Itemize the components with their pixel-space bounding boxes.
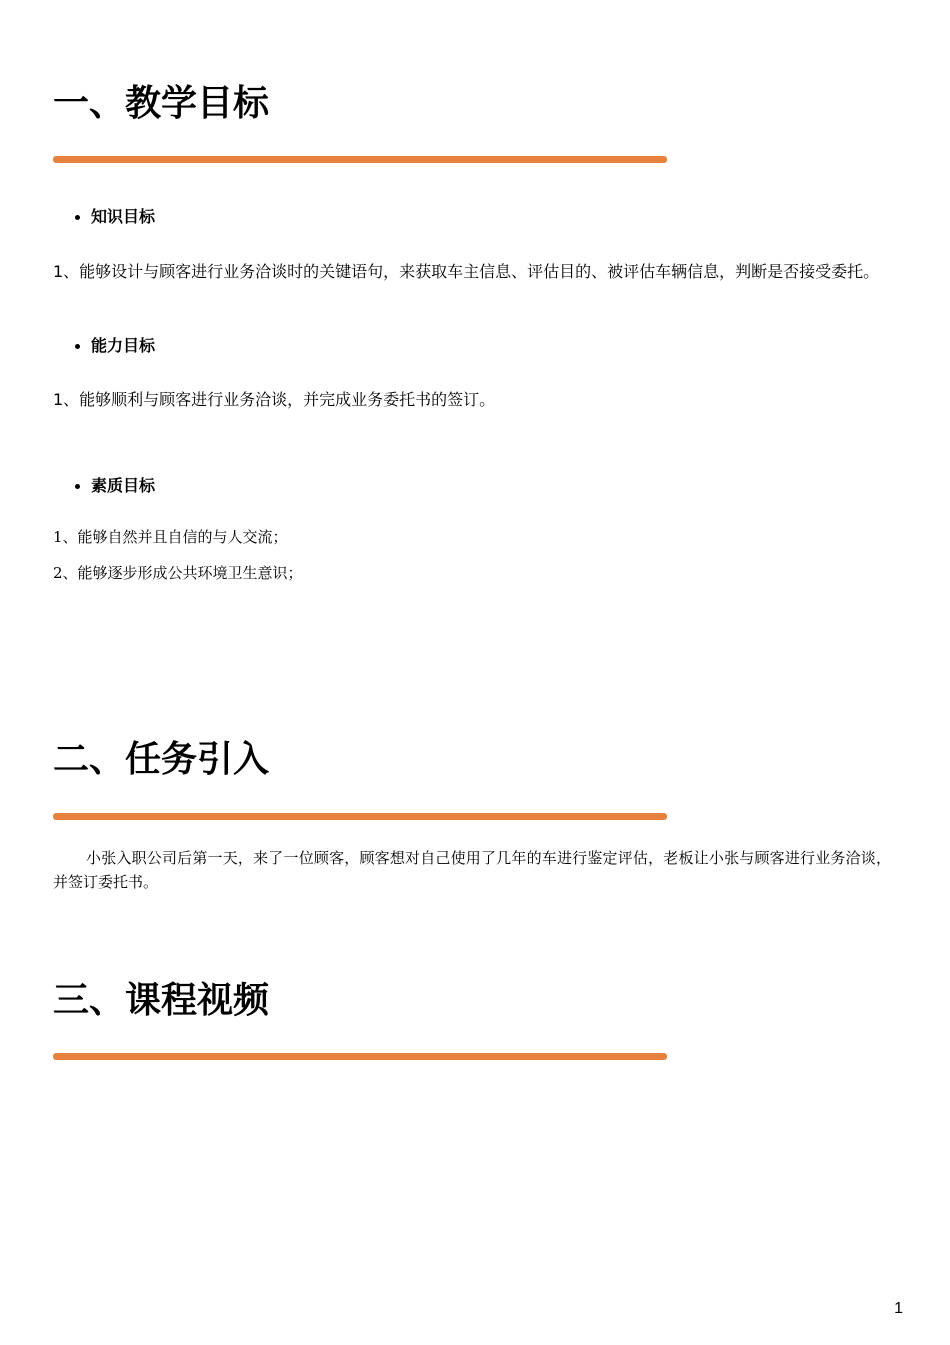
bullet-icon xyxy=(75,484,80,489)
ability-goal-item: 1、能够顺利与顾客进行业务洽谈，并完成业务委托书的签订。 xyxy=(53,390,496,409)
goal-heading-quality xyxy=(75,476,155,496)
page-number: 1 xyxy=(894,1300,903,1317)
goal-heading-knowledge xyxy=(75,207,155,227)
section-title-teaching-goals: 一、教学目标 xyxy=(53,83,270,124)
goal-heading-ability xyxy=(75,336,155,356)
section-divider-bar xyxy=(53,1053,667,1060)
quality-goal-item: 2、能够逐步形成公共环境卫生意识； xyxy=(53,564,303,582)
knowledge-goal-item: 1、能够设计与顾客进行业务洽谈时的关键语句，来获取车主信息、评估目的、被评估车辆信息，判断是否接受委托。 xyxy=(53,262,880,281)
quality-goal-item: 1、能够自然并且自信的与人交流； xyxy=(53,528,288,546)
section-title-task-intro: 二、任务引入 xyxy=(53,739,270,780)
section-divider-bar xyxy=(53,156,667,163)
bullet-icon xyxy=(75,344,80,349)
section-divider-bar xyxy=(53,813,667,820)
section-title-course-video: 三、课程视频 xyxy=(53,980,270,1021)
task-intro-paragraph: 小张入职公司后第一天，来了一位顾客，顾客想对自己使用了几年的车进行鉴定评估，老板让小张与顾客进行业务洽谈，并签订委托书。 xyxy=(53,849,891,891)
goal-heading-label: 能力目标 xyxy=(91,336,156,355)
goal-heading-label: 素质目标 xyxy=(91,476,156,495)
goal-heading-label: 知识目标 xyxy=(91,207,156,226)
bullet-icon xyxy=(75,215,80,220)
